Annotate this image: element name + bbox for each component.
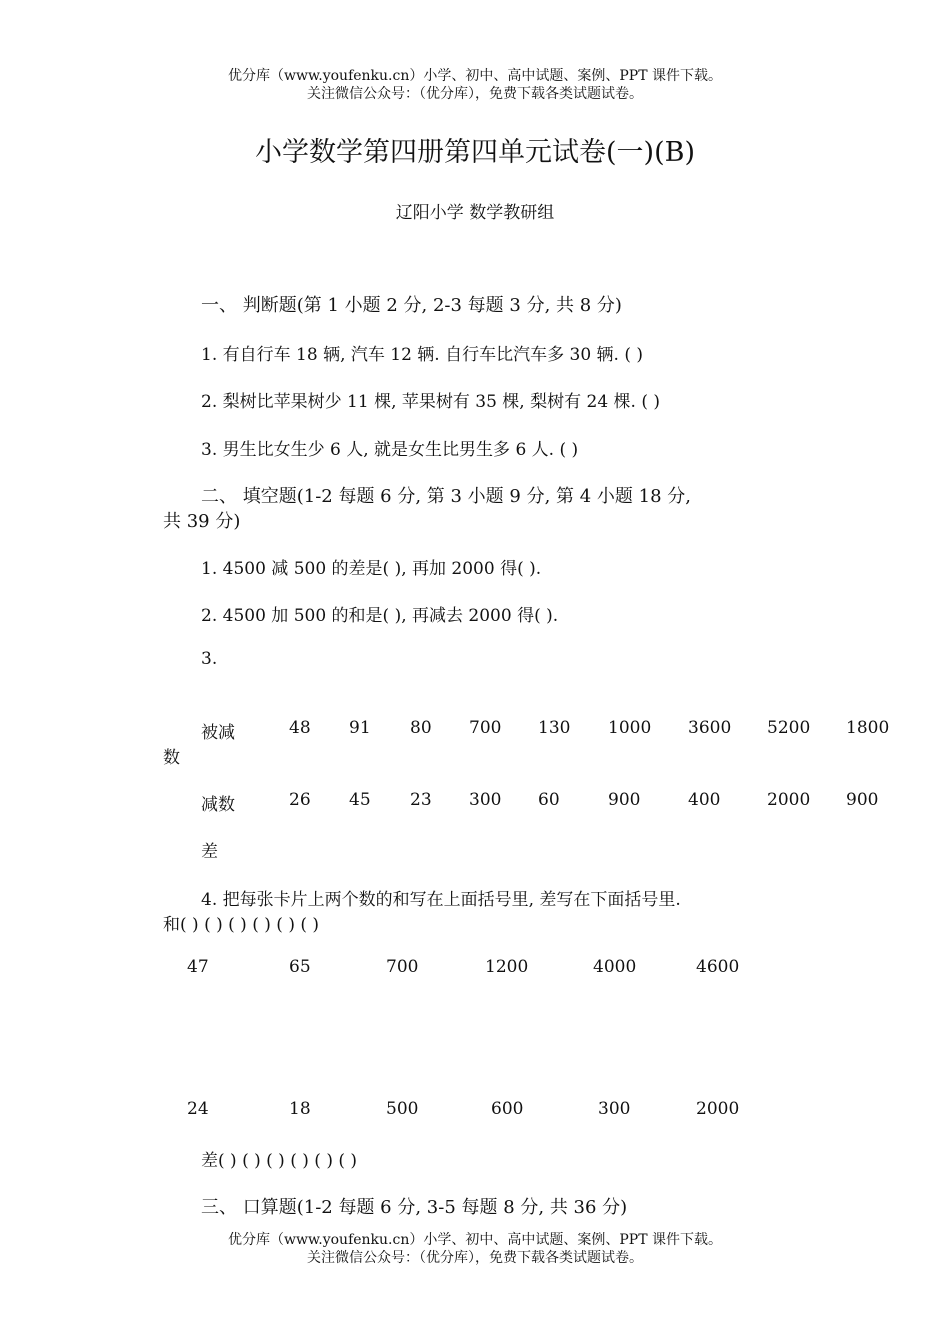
subtrahend-cell: 2000 (767, 790, 811, 810)
card-bottom-number: 18 (289, 1099, 311, 1119)
minuend-cell: 3600 (688, 718, 732, 738)
subtrahend-cell: 60 (538, 790, 560, 810)
subtrahend-cell: 45 (349, 790, 371, 810)
footer-line-2: 关注微信公众号：（优分库），免费下载各类试题试卷。 (307, 1250, 643, 1266)
minuend-cell: 80 (410, 718, 432, 738)
subtrahend-cell: 400 (688, 790, 721, 810)
subtrahend-label: 减数 (201, 795, 235, 815)
footer-line-1: 优分库（www.youfenku.cn）小学、初中、高中试题、案例、PPT 课件下载。 (227, 1232, 722, 1248)
card-top-number: 47 (187, 957, 209, 977)
minuend-label-wrap: 数 (163, 748, 180, 768)
card-top-number: 4600 (696, 957, 740, 977)
minuend-cell: 91 (349, 718, 371, 738)
section-2-item-4: 4. 把每张卡片上两个数的和写在上面括号里, 差写在下面括号里. (201, 890, 681, 910)
subtrahend-cell: 23 (410, 790, 432, 810)
minuend-cell: 5200 (767, 718, 811, 738)
header-line-2: 关注微信公众号：（优分库），免费下载各类试题试卷。 (307, 86, 643, 102)
section-2-item-3-label: 3. (201, 649, 218, 669)
section-2-item-1: 1. 4500 减 500 的差是( ), 再加 2000 得( ). (201, 559, 542, 579)
subtrahend-cell: 900 (846, 790, 879, 810)
header-line-1: 优分库（www.youfenku.cn）小学、初中、高中试题、案例、PPT 课件下载。 (227, 68, 722, 84)
section-3-heading: 三、 口算题(1-2 每题 6 分, 3-5 每题 8 分, 共 36 分) (201, 1197, 628, 1218)
card-bottom-number: 300 (598, 1099, 631, 1119)
section-2-heading-line-1: 二、 填空题(1-2 每题 6 分, 第 3 小题 9 分, 第 4 小题 18 分, (201, 486, 691, 507)
page-subtitle: 辽阳小学 数学教研组 (395, 203, 555, 223)
section-1-item-2: 2. 梨树比苹果树少 11 棵, 苹果树有 35 棵, 梨树有 24 棵. ( ) (201, 392, 661, 412)
section-1-item-1: 1. 有自行车 18 辆, 汽车 12 辆. 自行车比汽车多 30 辆. ( ) (201, 345, 644, 365)
difference-label: 差 (201, 842, 218, 862)
section-2-heading-line-2: 共 39 分) (163, 511, 241, 532)
minuend-cell: 1800 (846, 718, 890, 738)
card-top-number: 4000 (593, 957, 637, 977)
section-1-heading: 一、 判断题(第 1 小题 2 分, 2-3 每题 3 分, 共 8 分) (201, 295, 622, 316)
card-bottom-number: 500 (386, 1099, 419, 1119)
card-bottom-number: 24 (187, 1099, 209, 1119)
minuend-cell: 1000 (608, 718, 652, 738)
subtrahend-cell: 900 (608, 790, 641, 810)
minuend-cell: 48 (289, 718, 311, 738)
sum-blanks-line: 和( ) ( ) ( ) ( ) ( ) ( ) (163, 915, 320, 935)
subtrahend-cell: 300 (469, 790, 502, 810)
section-2-item-2: 2. 4500 加 500 的和是( ), 再减去 2000 得( ). (201, 606, 559, 626)
card-top-number: 700 (386, 957, 419, 977)
card-bottom-number: 2000 (696, 1099, 740, 1119)
minuend-cell: 130 (538, 718, 571, 738)
difference-blanks-line: 差( ) ( ) ( ) ( ) ( ) ( ) (201, 1151, 358, 1171)
card-top-number: 1200 (485, 957, 529, 977)
card-top-number: 65 (289, 957, 311, 977)
minuend-cell: 700 (469, 718, 502, 738)
minuend-label: 被减 (201, 723, 235, 743)
page-title: 小学数学第四册第四单元试卷(一)(B) (255, 137, 695, 168)
section-1-item-3: 3. 男生比女生少 6 人, 就是女生比男生多 6 人. ( ) (201, 440, 579, 460)
subtrahend-cell: 26 (289, 790, 311, 810)
card-bottom-number: 600 (491, 1099, 524, 1119)
